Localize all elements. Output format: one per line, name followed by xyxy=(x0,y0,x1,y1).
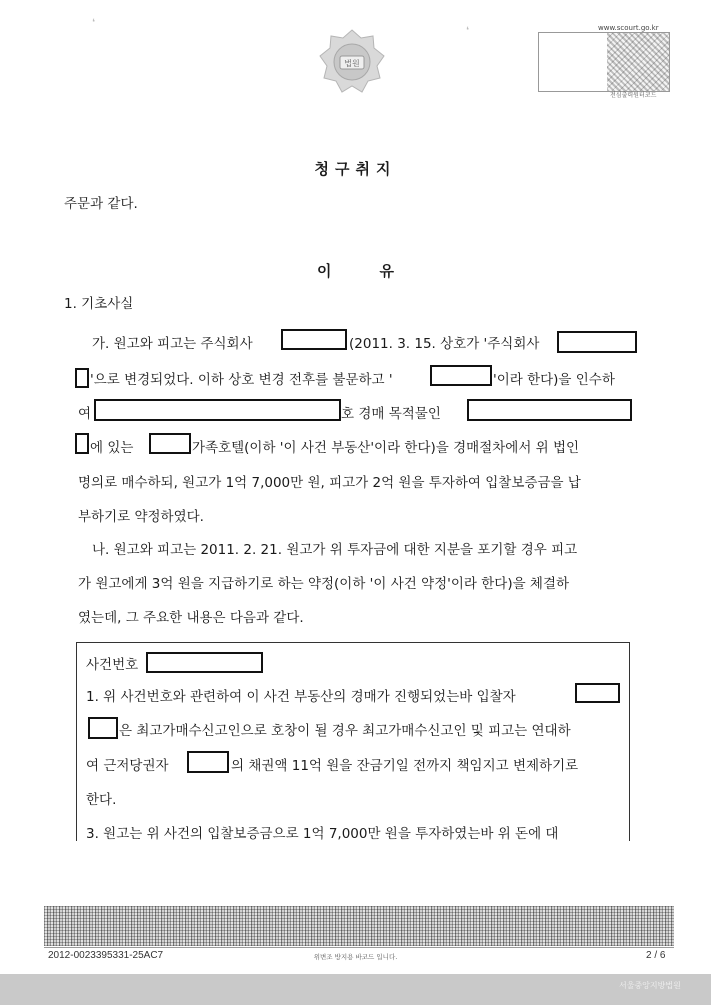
reason-title: 이유 xyxy=(317,262,442,280)
redaction-box xyxy=(575,683,620,703)
qr-blank-area xyxy=(539,33,607,91)
page-number: 2 / 6 xyxy=(646,950,666,961)
text-segment: 호 경매 목적물인 xyxy=(341,406,441,422)
seal-text: 법원 xyxy=(344,59,360,68)
agreement-quote-box xyxy=(76,642,630,841)
footer-band xyxy=(0,974,711,1005)
verification-qr-code xyxy=(538,32,670,92)
court-seal-icon xyxy=(318,28,386,96)
scan-mark: ❛ xyxy=(466,26,469,36)
paragraph-ga-line-2 xyxy=(0,368,711,388)
quote-line-3b: 의 채권액 11억 원을 잔금기일 전까지 책임지고 변제하기로 xyxy=(231,758,579,774)
redaction-box xyxy=(281,329,347,350)
qr-caption: 전심출력원터코드 xyxy=(610,92,657,99)
redaction-box xyxy=(557,331,637,353)
redaction-box xyxy=(75,368,89,388)
redaction-box xyxy=(75,433,89,454)
redaction-box xyxy=(94,399,341,421)
redaction-box xyxy=(430,365,492,386)
paragraph-ga-line-4 xyxy=(0,436,711,456)
redaction-box xyxy=(88,717,118,739)
text-segment: 에 있는 xyxy=(90,440,134,456)
paragraph-ga-line-1 xyxy=(0,332,711,352)
paragraph-na-line-3: 였는데, 그 주요한 내용은 다음과 같다. xyxy=(78,610,304,626)
quote-line-4: 한다. xyxy=(86,792,117,808)
paragraph-na-line-2: 가 원고에게 3억 원을 지급하기로 하는 약정(이하 '이 사건 약정'이라 한다)을 체결하 xyxy=(78,576,570,592)
quote-line-1: 1. 위 사건번호와 관련하여 이 사건 부동산의 경매가 진행되었는바 입찰자 xyxy=(86,689,516,705)
claim-body: 주문과 같다. xyxy=(64,196,138,212)
text-segment: '으로 변경되었다. 이하 상호 변경 전후를 불문하고 ' xyxy=(90,372,393,388)
quote-line-5: 3. 원고는 위 사건의 입찰보증금으로 1억 7,000만 원을 투자하였는바 위 돈에 대 xyxy=(86,826,559,842)
court-name-watermark: 서울중앙지방법원 xyxy=(619,981,681,990)
section-heading: 1. 기초사실 xyxy=(64,296,134,312)
anti-forgery-barcode xyxy=(44,906,674,946)
paragraph-na-line-1: 나. 원고와 피고는 2011. 2. 21. 원고가 위 투자금에 대한 지분을 포기할 경우 피고 xyxy=(92,542,578,558)
redaction-box xyxy=(149,433,191,454)
document-id: 2012-0023395331-25AC7 xyxy=(48,950,164,961)
text-segment: 가. 원고와 피고는 주식회사 xyxy=(92,336,253,352)
barcode-notice: 위변조 방지용 바코드 입니다. xyxy=(313,953,398,961)
paragraph-ga-line-3 xyxy=(0,402,711,422)
redaction-box xyxy=(467,399,632,421)
court-url: www.scourt.go.kr xyxy=(598,24,659,32)
case-number-label: 사건번호 xyxy=(86,657,139,673)
text-segment: 여 xyxy=(78,406,92,422)
redaction-box xyxy=(146,652,263,673)
text-segment: (2011. 3. 15. 상호가 '주식회사 xyxy=(349,336,540,352)
footer-divider xyxy=(44,947,674,948)
text-segment: '이라 한다)을 인수하 xyxy=(493,372,615,388)
paragraph-ga-line-5: 명의로 매수하되, 원고가 1억 7,000만 원, 피고가 2억 원을 투자하여 입찰보증금을 납 xyxy=(78,475,581,491)
scan-mark: ❛ xyxy=(92,18,95,28)
redaction-box xyxy=(187,751,229,773)
quote-line-3a: 여 근저당권자 xyxy=(86,758,169,774)
claim-title: 청구취지 xyxy=(314,160,397,178)
paragraph-ga-line-6: 부하기로 약정하였다. xyxy=(78,509,204,525)
text-segment: 가족호텔(이하 '이 사건 부동산'이라 한다)을 경매절차에서 위 법인 xyxy=(192,440,580,456)
quote-line-2: 은 최고가매수신고인으로 호창이 될 경우 최고가매수신고인 및 피고는 연대하 xyxy=(119,723,571,739)
